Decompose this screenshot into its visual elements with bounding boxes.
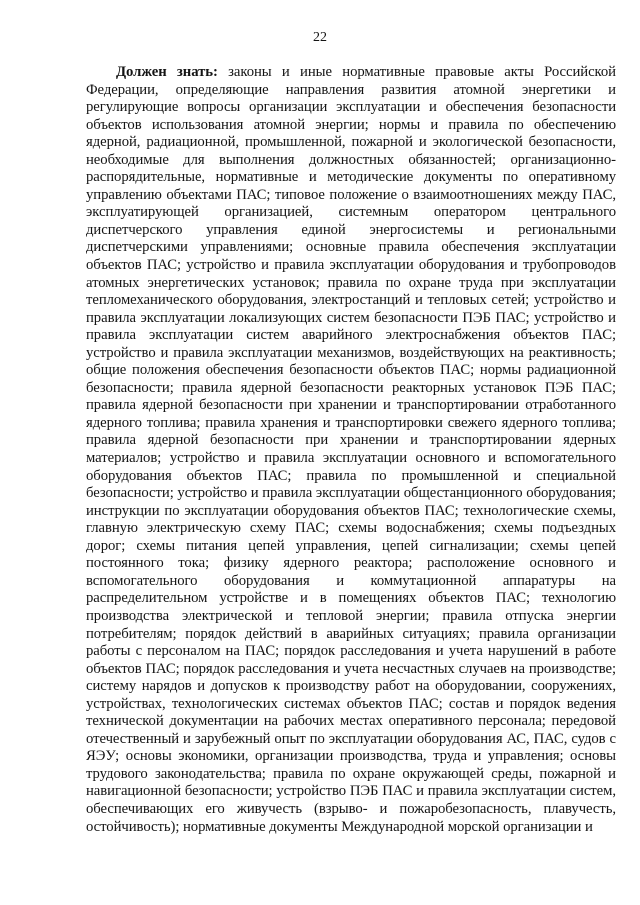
page-number: 22 xyxy=(313,30,327,45)
paragraph-text: законы и иные нормативные правовые акты Российской Федерации, определяющие направления развития атомной энергетики и регулирующие вопросы организации эксплуатации и обеспечения безопасности объектов использования атомной энергии; нормы и правила по обеспечению ядерной, радиационной, промышленной, пожарной и экологической безопасности, необходимые для выполнения должностных обязанностей; организационно-распорядительные, нормативные и методические документы по оперативному управлению объектами ПАС; типовое положение о взаимоотношениях между ПАС, эксплуатирующей организацией, системным оператором центрального диспетчерского управления единой энергосистемы и региональными диспетчерскими управлениями; основные правила обеспечения эксплуатации объектов ПАС; устройство и правила эксплуатации оборудования и трубопроводов атомных энергетических установок; правила по охране труда при эксплуатации тепломеханического оборудования, электростанций и тепловых сетей; устройство и правила эксплуатации локализующих систем безопасности ПЭБ ПАС; устройство и правила эксплуатации систем аварийного электроснабжения объектов ПАС; устройство и правила эксплуатации механизмов, воздействующих на реактивность; общие положения обеспечения безопасности объектов ПАС; нормы радиационной безопасности; правила ядерной безопасности реакторных установок ПЭБ ПАС; правила ядерной безопасности при хранении и транспортировании отработанного ядерного топлива; правила хранения и транспортировки свежего ядерного топлива; правила ядерной безопасности при хранении и транспортировании ядерных материалов; устройство и правила эксплуатации основного и вспомогательного оборудования объектов ПАС; правила по промышленной и специальной безопасности; устройство и правила эксплуатации общестанционного оборудования; инструкции по эксплуатации оборудования объектов ПАС; технологические схемы, главную электрическую схему ПАС; схемы водоснабжения; схемы подъездных дорог; схемы питания цепей управления, цепей сигнализации; схемы цепей постоянного тока; физику ядерного реактора; расположение основного и вспомогательного оборудования и коммутационной аппаратуры на распределительном устройстве и в помещениях объектов ПАС; технологию производства электрической и тепловой энергии; правила отпуска энергии потребителям; порядок действий в аварийных ситуациях; правила организации работы с персоналом на ПАС; порядок расследования и учета нарушений в работе объектов ПАС; порядок расследования и учета несчастных случаев на производстве; систему нарядов и допусков к производству работ на оборудовании, сооружениях, устройствах, технологических системах объектов ПАС; состав и порядок ведения технической документации на рабочих местах оперативного персонала; передовой отечественный и зарубежный опыт по эксплуатации оборудования АС, ПАС, судов с ЯЭУ; основы экономики, организации производства, труда и управления; основы трудового законодательства; правила по охране окружающей среды, пожарной и навигационной безопасности; устройство ПЭБ ПАС и правила эксплуатации систем, обеспечивающих его живучесть (взрыво- и пожаробезопасность, плавучесть, остойчивость); нормативные документы Международной морской организации и xyxy=(86,64,616,835)
lead-label: Должен знать: xyxy=(116,64,218,80)
body-paragraph xyxy=(86,64,616,836)
